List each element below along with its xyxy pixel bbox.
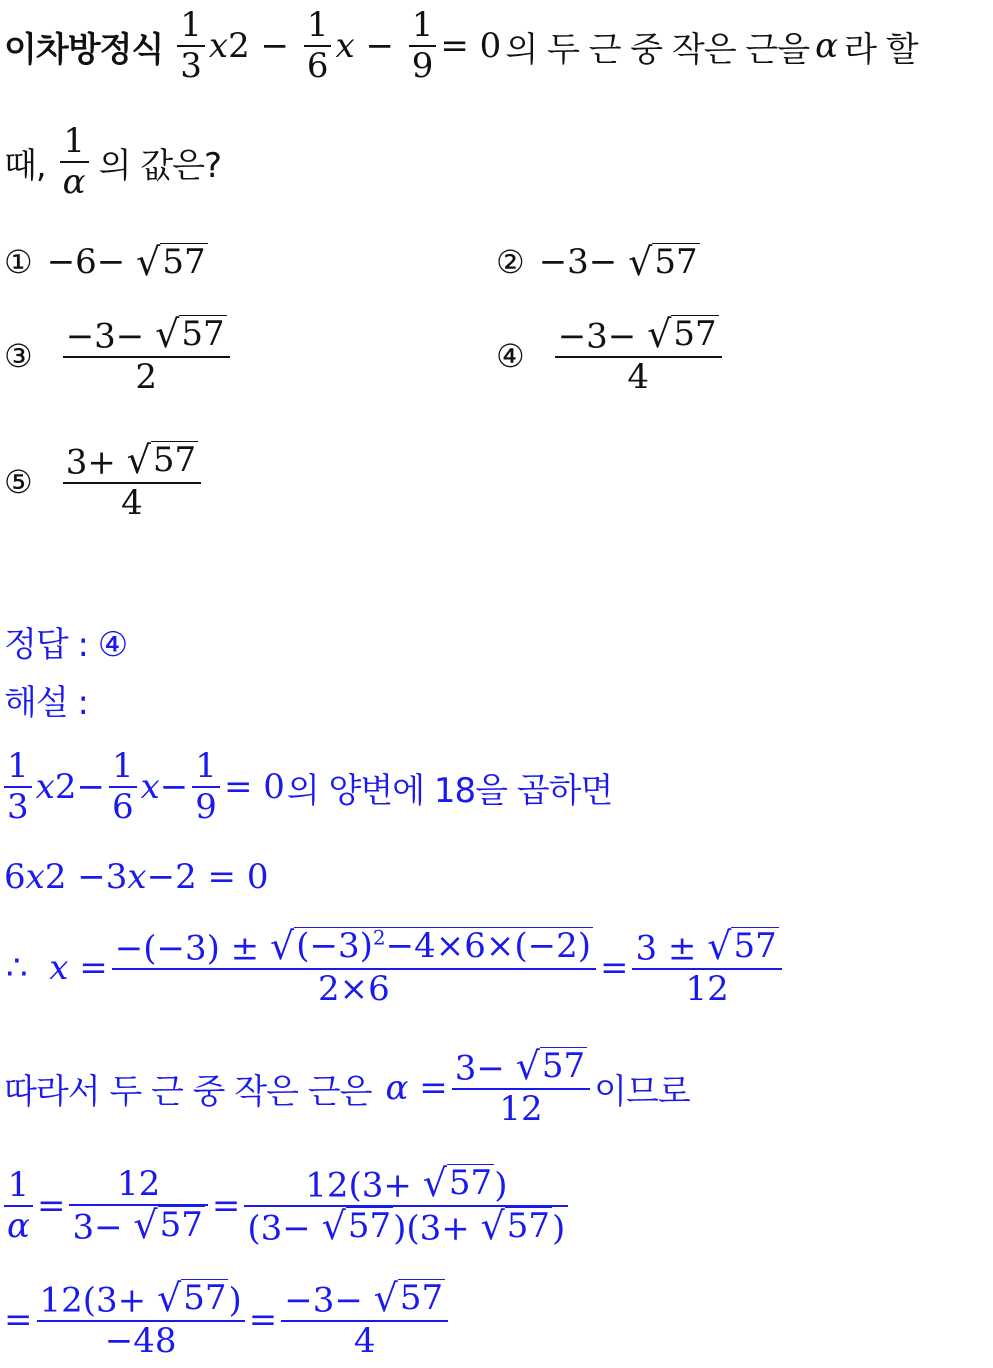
choice-3-mark: ③ [4,337,33,375]
solution-step-3: ∴ x = −(−3) ± √ $(-3)^2-4\times 6\times(-2)$ 2×6 = 3 ± √ 57 12 [0,918,786,1018]
explanation-label: 해설 : [4,682,88,723]
frac-one-ninth: $\frac{1}{9}$ [409,6,437,86]
frac-one-sixth: $\frac{1}{6}$ [304,6,332,86]
choice-1[interactable]: ① −6− √ 57 [4,240,206,285]
explanation-label-line [0,676,88,722]
frac-one-over-alpha: $\frac{1}{\alpha}$ [60,122,89,202]
answer-label: 정답 : ④ [4,624,128,665]
choice-1-mark: ① [4,243,33,281]
solution-step-4: 따라서 두 근 중 작은 근은 α = 3− √ 57 12 이므로 [4,1044,690,1129]
solution-step-1: $\frac{1}{3}$ x 2 − $\frac{1}{6}$ x − $\frac{1}{9}$ = 0 의 양변에 18을 곱하면 [0,742,612,832]
choice-5[interactable]: ⑤ 3+ √ 57 4 [4,432,205,532]
choice-2-mark: ② [496,243,525,281]
solution-step-6: = 12(3+ √ 57 ) −48 = −3− √ 57 4 [0,1272,452,1368]
solution-step-5: $\frac{1}{\alpha}$ = 12 3− √ 57 = 12(3+ √ 57 ) (3− √ 57 )(3+ √ 57 ) [0,1156,572,1256]
choice-4[interactable]: ④ −3− √ 57 4 [496,306,726,406]
question-line2-prefix: 때, [4,145,46,186]
question-line-2 [0,116,221,208]
choice-3[interactable]: ③ −3− √ 57 2 [4,306,234,406]
step4-prefix: 따라서 두 근 중 작은 근은 [4,1071,372,1112]
choice-4-den: 4 [627,356,649,397]
frac-one-third: $\frac{1}{3}$ [177,6,205,86]
choice-5-den: 4 [121,482,143,523]
question-prefix: 이차방정식 [4,29,164,70]
choice-4-mark: ④ [496,337,525,375]
solution-step-2: 6 x 2 −3 x −2 = 0 [4,857,269,897]
question-tail: 라 할 [844,29,918,70]
choice-2[interactable]: ② −3− √ 57 [496,240,698,285]
choice-3-den: 2 [135,356,157,397]
step4-suffix: 이므로 [594,1071,690,1112]
step1-text: 의 양변에 18을 곱하면 [286,770,613,811]
question-line-1: 이차방정식 $\frac{1}{3}$ x 2 − $\frac{1}{6}$ x − $\frac{1}{9}$ = 0 의 두 근 중 작은 근을 α 라 할 [4,5,918,86]
choice-5-mark: ⑤ [4,463,33,501]
question-line2-suffix: 의 값은? [98,145,222,186]
answer-line [0,618,127,664]
question-suffix: 의 두 근 중 작은 근을 [505,29,810,70]
